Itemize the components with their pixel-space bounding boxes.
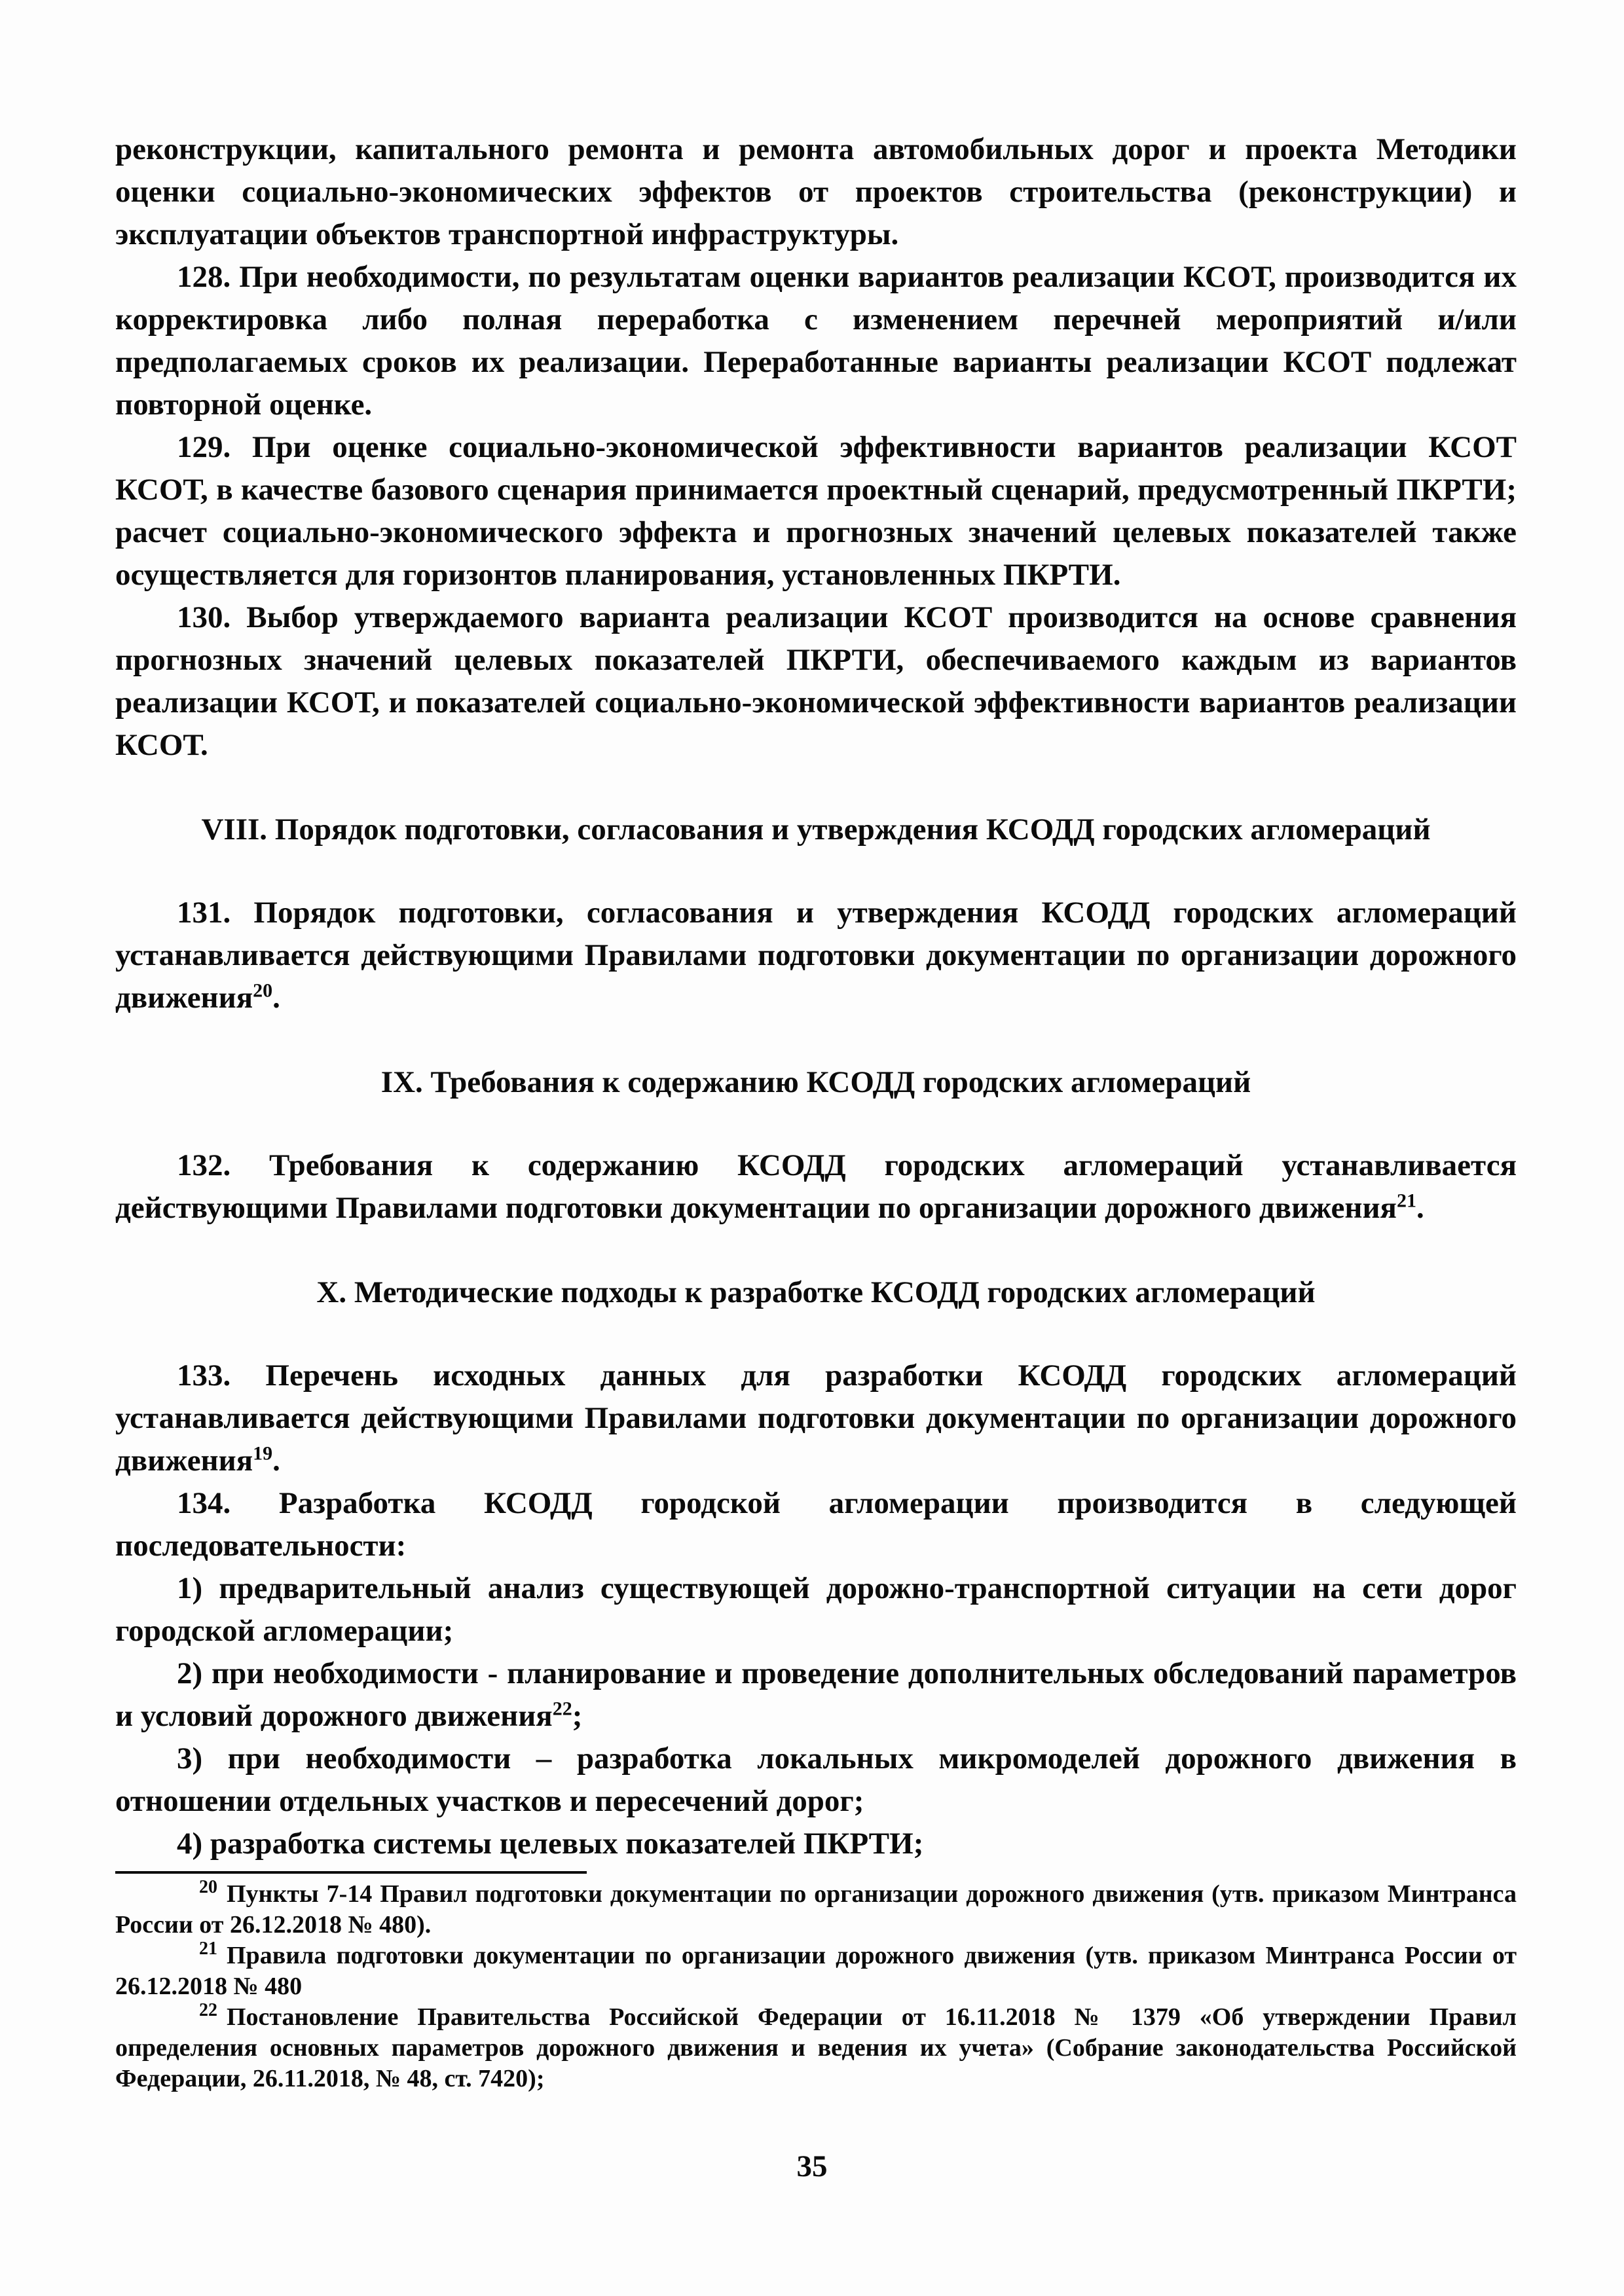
list-item-2-text: 2) при необходимости - планирование и проведение дополнительных обследований параметров и условий дорожного движения — [115, 1656, 1517, 1733]
paragraph-129: 129. При оценке социально-экономической эффективности вариантов реализации КСОТ КСОТ, в качестве базового сценария принимается проектный сценарий, предусмотренный ПКРТИ; расчет социально-экономического эффекта и прогнозных значений целевых показателей также осуществляется для горизонтов планирования, установленных ПКРТИ. — [115, 430, 1517, 592]
paragraph-128: 128. При необходимости, по результатам оценки вариантов реализации КСОТ, производится их корректировка либо полная переработка с изменением перечней мероприятий и/или предполагаемых сроков их реализации. Переработанные варианты реализации КСОТ подлежат повторной оценке. — [115, 260, 1517, 422]
footnote-22 — [115, 2002, 1517, 2094]
paragraph-continued: реконструкции, капитального ремонта и ремонта автомобильных дорог и проекта Методики оценки социально-экономических эффектов от проектов строительства (реконструкции) и эксплуатации объектов транспортной инфраструктуры. — [115, 132, 1517, 251]
section-heading-x: X. Методические подходы к разработке КСОДД городских агломераций — [316, 1275, 1316, 1309]
list-item-1: 1) предварительный анализ существующей дорожно-транспортной ситуации на сети дорог городской агломерации; — [115, 1571, 1517, 1648]
footnote-number: 22 — [199, 2000, 217, 2021]
paragraph-131: 131. Порядок подготовки, согласования и утверждения КСОДД городских агломераций устанавливается действующими Правилами подготовки документации по организации дорожного движения$^{20}$. — [115, 896, 1517, 1015]
footnote-text: Пункты 7-14 Правил подготовки документации по организации дорожного движения (утв. приказом Минтранса России от 26.12.2018 № 480). — [115, 1880, 1517, 1939]
paragraph-134: 134. Разработка КСОДД городской агломерации производится в следующей последовательности: — [115, 1486, 1517, 1563]
list-item-4: 4) разработка системы целевых показателей ПКРТИ; — [177, 1827, 924, 1861]
main-text — [115, 128, 1517, 1865]
paragraph-133-text: 133. Перечень исходных данных для разработки КСОДД городских агломераций устанавливается действующими Правилами подготовки документации по организации дорожного движения — [115, 1358, 1517, 1478]
paragraph-130: 130. Выбор утверждаемого варианта реализации КСОТ производится на основе сравнения прогнозных значений целевых показателей ПКРТИ, обеспечиваемого каждым из вариантов реализации КСОТ, и показателей социально-экономической эффективности вариантов реализации КСОТ. — [115, 600, 1517, 762]
footnote-separator — [115, 1871, 587, 1874]
page-number: 35 — [796, 2149, 828, 2183]
footnote-ref-22: 22 — [552, 1698, 572, 1720]
section-heading-viii: VIII. Порядок подготовки, согласования и утверждения КСОДД городских агломераций — [201, 812, 1431, 847]
footnote-number: 21 — [199, 1939, 217, 1959]
footnote-text: Правила подготовки документации по организации дорожного движения (утв. приказом Минтранса России от 26.12.2018 № 480 — [115, 1942, 1517, 2000]
footnote-number: 20 — [199, 1877, 217, 1898]
paragraph-133: 133. Перечень исходных данных для разработки КСОДД городских агломераций устанавливается действующими Правилами подготовки документации по организации дорожного движения$^{19}$. — [115, 1358, 1517, 1478]
footnote-ref-19: 19 — [253, 1442, 273, 1465]
list-item-3: 3) при необходимости – разработка локальных микромоделей дорожного движения в отношении отдельных участков и пересечений дорог; — [115, 1741, 1517, 1818]
footnote-21 — [115, 1941, 1517, 2002]
section-heading-ix: IX. Требования к содержанию КСОДД городских агломераций — [380, 1065, 1251, 1099]
footnote-ref-20: 20 — [253, 979, 273, 1002]
footnote-20 — [115, 1879, 1517, 1941]
paragraph-132: 132. Требования к содержанию КСОДД городских агломераций устанавливается действующими Правилами подготовки документации по организации дорожного движения$^{21}$. — [115, 1148, 1517, 1225]
footnotes — [115, 1879, 1517, 2094]
paragraph-132-text: 132. Требования к содержанию КСОДД городских агломераций устанавливается действующими Правилами подготовки документации по организации дорожного движения — [115, 1148, 1517, 1225]
paragraph-131-text: 131. Порядок подготовки, согласования и утверждения КСОДД городских агломераций устанавливается действующими Правилами подготовки документации по организации дорожного движения — [115, 896, 1517, 1015]
footnote-text: Постановление Правительства Российской Федерации от 16.11.2018 № 1379 «Об утверждении Правил определения основных параметров дорожного движения и ведения их учета» (Собрание законодательства Российской Федерации, 26.11.2018, № 48, ст. 7420); — [115, 2003, 1517, 2092]
footnote-ref-21: 21 — [1396, 1190, 1416, 1212]
list-item-2: 2) при необходимости - планирование и проведение дополнительных обследований параметров и условий дорожного движения$^{22}$; — [115, 1656, 1517, 1733]
